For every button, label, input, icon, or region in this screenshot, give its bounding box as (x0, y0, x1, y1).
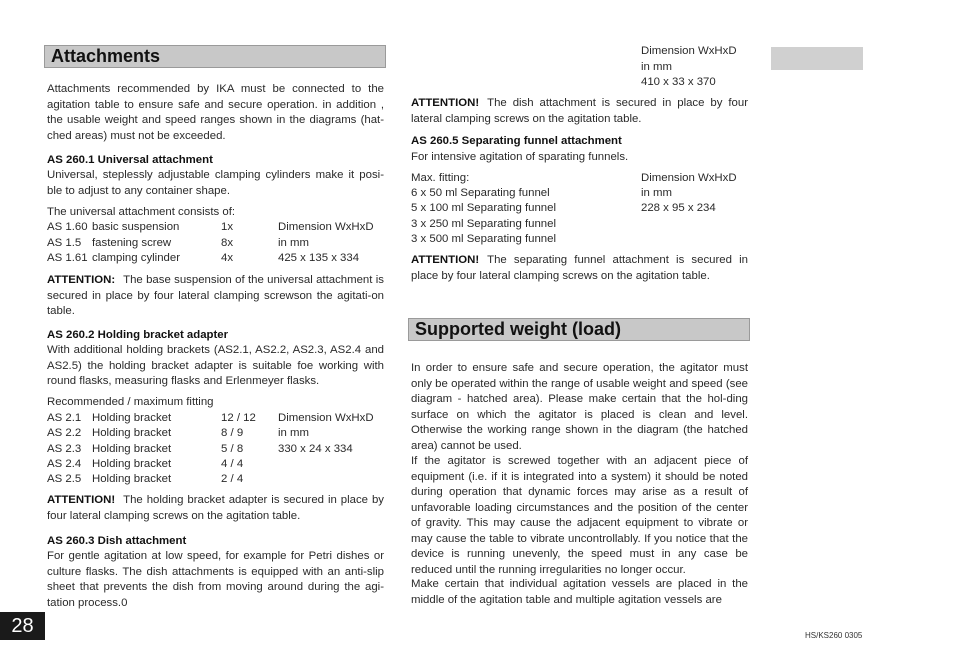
attention-label: ATTENTION! (47, 494, 116, 506)
row-name: fastening screw (92, 237, 172, 249)
as2601-text: Universal, steplessly adjustable clamping cylinders make it posi-ble to adjust to any container shape. (47, 169, 384, 197)
as2601-consists: The universal attachment consists of: (47, 206, 236, 218)
row-code: AS 1.5 (47, 237, 82, 249)
row-qty: 2 / 4 (221, 473, 244, 485)
row-name: clamping cylinder (92, 252, 180, 264)
row-right: 228 x 95 x 234 (641, 202, 716, 214)
as2602-heading: AS 260.2 Holding bracket adapter (47, 329, 229, 341)
as2602-attention (47, 493, 384, 524)
row-left: 3 x 250 ml Separating funnel (411, 218, 557, 230)
table-row (47, 220, 88, 236)
row-left: 6 x 50 ml Separating funnel (411, 187, 550, 199)
dish-dim-line: in mm (641, 61, 673, 73)
dish-dim-line: 410 x 33 x 370 (641, 76, 716, 88)
row-qty: 8x (221, 237, 234, 249)
row-qty: 8 / 9 (221, 427, 244, 439)
header-tab (771, 47, 863, 70)
attention-label: ATTENTION! (411, 254, 480, 266)
as2601-attention (47, 273, 384, 320)
section-title-supported-weight: Supported weight (load) (408, 318, 750, 341)
attention-text: The holding bracket adapter is secured in place by four lateral clamping screws on the agitation table. (47, 494, 384, 522)
as2605-text: For intensive agitation of sparating funnels. (411, 151, 629, 163)
attention-label: ATTENTION: (47, 274, 116, 286)
dish-attention (411, 96, 748, 127)
row-dim: in mm (278, 237, 310, 249)
row-qty: 4x (221, 252, 234, 264)
row-dim: 425 x 135 x 334 (278, 252, 360, 264)
row-dim: 330 x 24 x 334 (278, 443, 353, 455)
row-dim: Dimension WxHxD (278, 221, 374, 233)
row-right: Dimension WxHxD (641, 172, 737, 184)
row-qty: 1x (221, 221, 234, 233)
attention-text: The separating funnel attachment is secured in place by four lateral clamping screws on the agitation table. (411, 254, 748, 282)
row-code: AS 2.1 (47, 412, 82, 424)
as2605-attention (411, 253, 748, 284)
as2603-text: For gentle agitation at low speed, for example for Petri dishes or culture flasks. The dish attachments is equipped with an anti-slip sheet that prevents the dish from moving around during the agi-tation process.0 (47, 550, 384, 609)
row-dim: in mm (278, 427, 310, 439)
as2605-heading: AS 260.5 Separating funnel attachment (411, 135, 622, 147)
row-right: in mm (641, 187, 673, 199)
weight-paragraph-3: Make certain that individual agitation vessels are placed in the middle of the agitation table and multiple agitation vessels are (411, 578, 748, 606)
row-name: Holding bracket (92, 458, 172, 470)
row-code: AS 1.61 (47, 252, 88, 264)
section-title-attachments: Attachments (44, 45, 386, 68)
attention-text: The dish attachment is secured in place by four lateral clamping screws on the agitation table. (411, 97, 748, 125)
row-name: Holding bracket (92, 412, 172, 424)
row-dim: Dimension WxHxD (278, 412, 374, 424)
row-qty: 4 / 4 (221, 458, 244, 470)
row-code: AS 1.60 (47, 221, 88, 233)
as2601-heading: AS 260.1 Universal attachment (47, 154, 213, 166)
row-qty: 5 / 8 (221, 443, 244, 455)
row-name: basic suspension (92, 221, 180, 233)
as2602-recommended: Recommended / maximum fitting (47, 396, 214, 408)
footer-doc-id: HS/KS260 0305 (805, 631, 863, 640)
intro-paragraph: Attachments recommended by IKA must be connected to the agitation table to ensure safe and secure operation. in addition , the usable weight and speed ranges shown in the diagrams (hat-ched areas) must not be exceeded. (47, 83, 384, 142)
as2603-heading: AS 260.3 Dish attachment (47, 535, 187, 547)
row-left: Max. fitting: (411, 172, 470, 184)
row-code: AS 2.4 (47, 458, 82, 470)
row-code: AS 2.5 (47, 473, 82, 485)
page-number: 28 (0, 612, 45, 640)
row-left: 5 x 100 ml Separating funnel (411, 202, 557, 214)
row-left: 3 x 500 ml Separating funnel (411, 233, 557, 245)
row-name: Holding bracket (92, 427, 172, 439)
attention-text: The base suspension of the universal attachment is secured in place by four lateral clamping screwson the agitati-on table. (47, 274, 384, 317)
weight-paragraph-1: In order to ensure safe and secure operation, the agitator must only be operated within the range of usable weight and speed (see diagram - hatched area). Please make certain that the hol-ding surface on which the agitator is placed is clean and level. Otherwise the working range shown in the diagram (the hatched area) cannot be used. (411, 362, 748, 452)
attention-label: ATTENTION! (411, 97, 480, 109)
as2602-text: With additional holding brackets (AS2.1, AS2.2, AS2.3, AS2.4 and AS2.5) the holding bracket adapter is suitable foe working with round flasks, measuring flasks and Erlenmeyer flasks. (47, 344, 384, 387)
row-code: AS 2.2 (47, 427, 82, 439)
row-code: AS 2.3 (47, 443, 82, 455)
weight-paragraph-2: If the agitator is screwed together with an adjacent piece of equipment (i.e. if it is integrated into a system) it should be noted during operation that dynamic forces may arise as a result of unfavorable loading circumstances and the position of the center of gravity. This may cause the adjacent equipment to vibrate or may cause the table to vibrate uncontrollably. If you notice that the device is running unevenly, the speed must in any case be reduced until the running irregularities no longer occur. (411, 455, 748, 576)
row-name: Holding bracket (92, 443, 172, 455)
row-qty: 12 / 12 (221, 412, 256, 424)
dish-dim-line: Dimension WxHxD (641, 45, 737, 57)
row-name: Holding bracket (92, 473, 172, 485)
